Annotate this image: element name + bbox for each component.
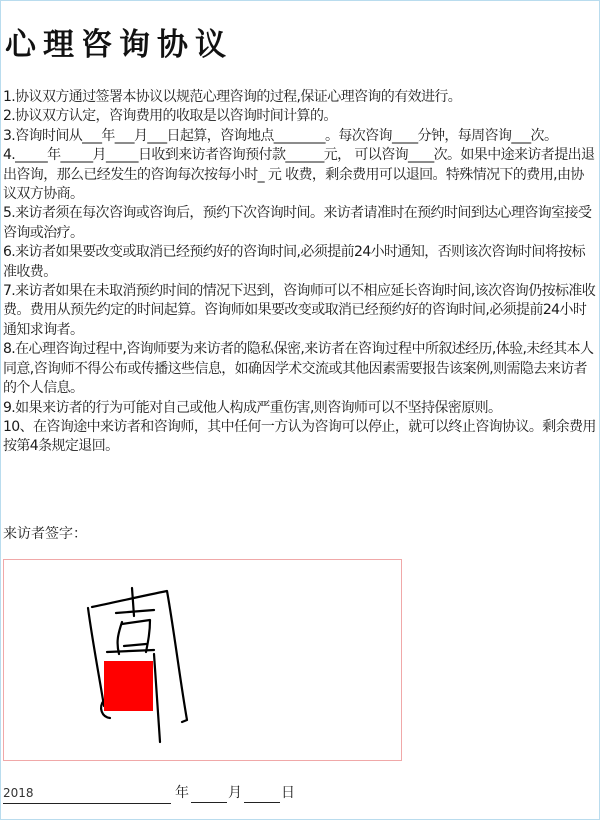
clause-6: 6.来访者如果要改变或取消已经预约好的咨询时间,必须提前24小时通知，否则该次咨询时间将按标准收费。 [3,244,586,280]
clause-9: 9.如果来访者的行为可能对自己或他人构成严重伤害,则咨询师可以不坚持保密原则。 [3,399,502,416]
date-day-blank[interactable] [244,783,280,803]
date-month-blank[interactable] [191,783,227,803]
signature-stroke [116,610,154,613]
clause-list [3,88,597,457]
page-title: 心理咨询协议 [5,27,233,63]
clause-4: 4._____年_____月_____日收到来访者咨询预付款______元， 可以咨询____次。如果中途来访者提出退出咨询，那么已经发生的咨询每次按每小时_ 元 收费，剩余费用可以退回。特殊情况下的费用,由协议双方协商。 [3,147,595,203]
clause-2: 2.协议双方认定，咨询费用的收取是以咨询时间计算的。 [3,108,337,125]
date-year-field[interactable] [3,783,171,804]
clause-1: 1.协议双方通过签署本协议以规范心理咨询的过程,保证心理咨询的有效进行。 [3,89,462,105]
date-month-label: 月 [228,785,242,801]
signature-pad[interactable] [3,559,402,761]
signature-label: 来访者签字： [3,526,87,542]
clause-7: 7.来访者如果在未取消预约时间的情况下迟到，咨询师可以不相应延长咨询时间,该次咨询仍按标准收费。费用从预先约定的时间起算。咨询师如果要改变或取消已经预约好的咨询时间,必须提前24小时通知求询者。 [3,283,596,338]
red-marker-block [104,661,153,711]
clause-8: 8.在心理咨询过程中,咨询师要为来访者的隐私保密,来访者在咨询过程中所叙述经历,体验,未经其本人同意,咨询师不得公布或传播这些信息，如确因学术交流或其他因素需要报告该案例,则需隐去来访者的个人信息。 [3,341,594,397]
signature-stroke [118,622,122,654]
signature-stroke [154,654,160,742]
signature-stroke [124,644,146,646]
date-year-label: 年 [175,785,189,801]
clause-10: 10、在咨询途中来访者和咨询师，其中任何一方认为咨询可以停止，就可以终止咨询协议。剩余费用按第4条规定退回。 [3,418,596,455]
clause-5: 5.来访者须在每次咨询或咨询后，预约下次咨询时间。来访者请准时在预约时间到达心理咨询室接受咨询或治疗。 [3,205,592,241]
signature-stroke [88,608,104,706]
clause-3: 3.咨询时间从___年___月___日起算，咨询地点________。每次咨询____分钟，每周咨询___次。 [3,127,558,144]
signature-stroke [122,620,150,652]
date-day-label: 日 [281,785,295,801]
signature-drawing [4,560,401,760]
